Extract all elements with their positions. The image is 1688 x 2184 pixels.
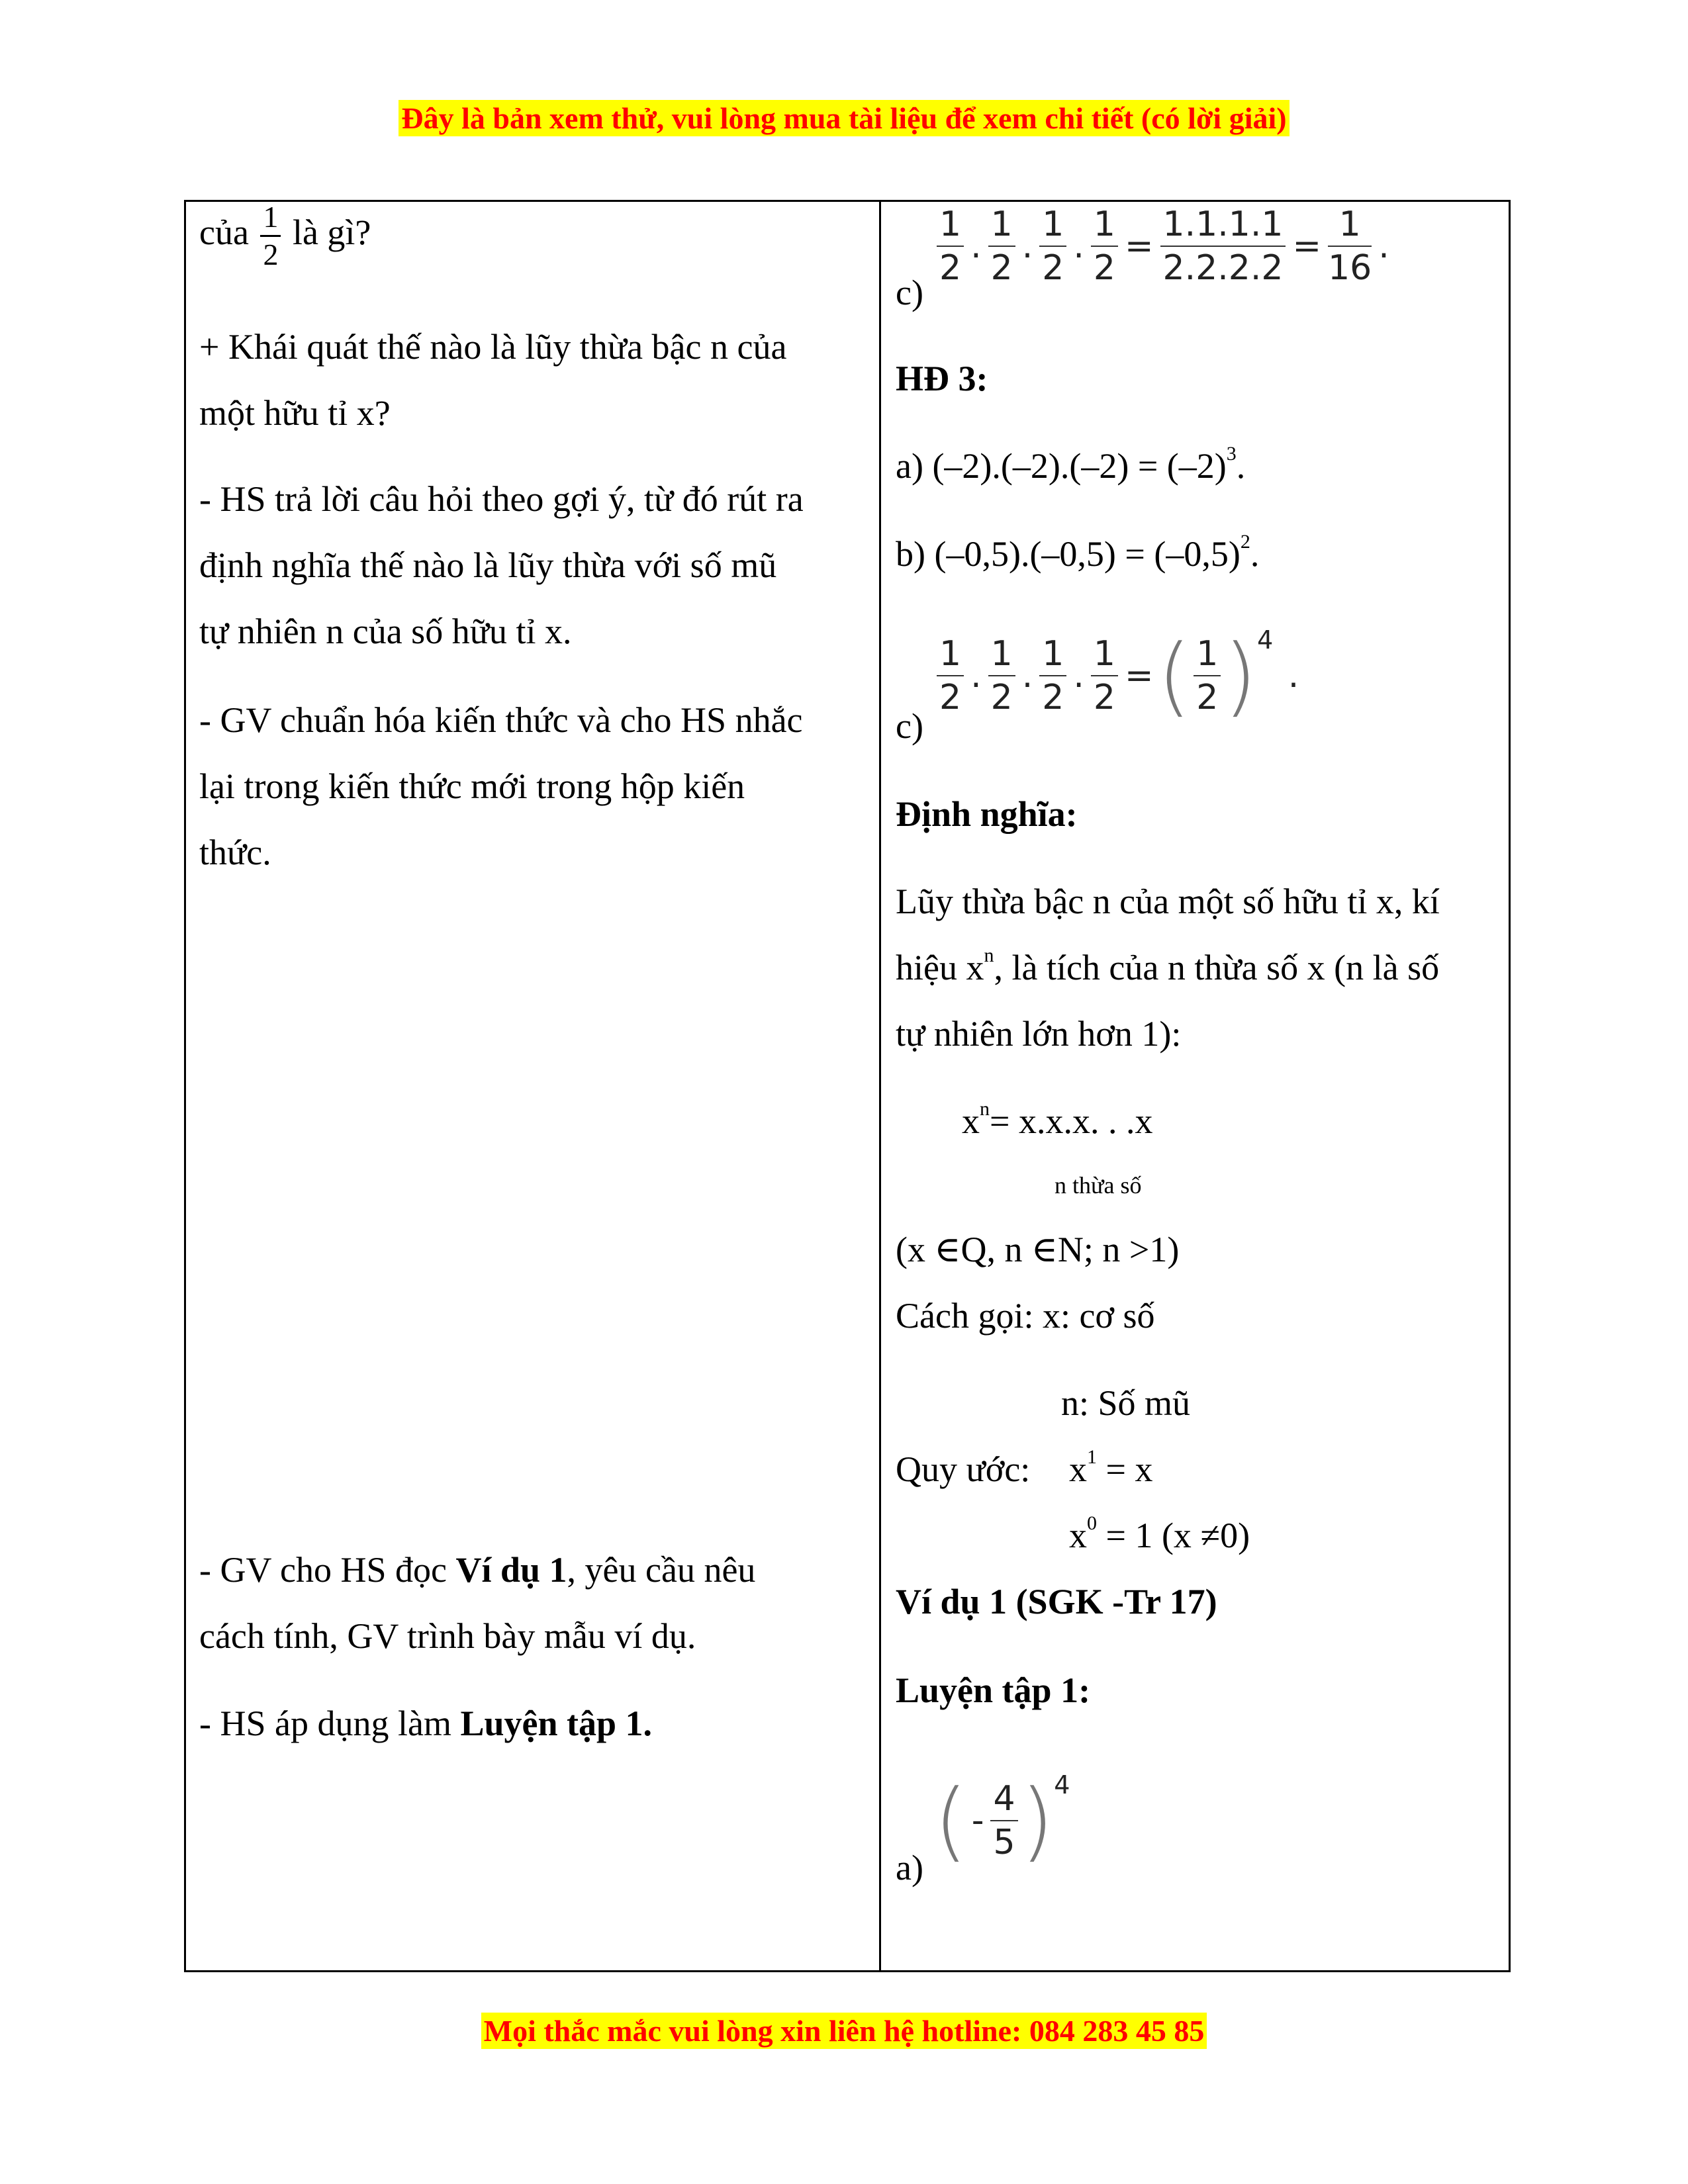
hd3-part-b: b) $(-0,5).(-0,5) = (-0,5)^2$. bbox=[896, 531, 1260, 574]
convention-x0: $x^0 = 1$ (x ≠0) bbox=[1069, 1512, 1250, 1555]
domain-condition: (x ∈Q, n ∈N; n >1) bbox=[896, 1230, 1180, 1269]
convention-label: Quy ước: bbox=[896, 1449, 1031, 1489]
example-instruction-line-1: - GV cho HS đọc Ví dụ 1, yêu cầu nêu bbox=[199, 1550, 756, 1590]
hs-answer-line-3: tự nhiên n của số hữu tỉ x. bbox=[199, 612, 572, 651]
practice-a-expression: ( - $\frac{4}{5}$ )$^4$ bbox=[934, 1770, 1070, 1871]
power-formula: $x^n= x.x.x$. . .x bbox=[962, 1098, 1153, 1141]
c-label-2: c) bbox=[896, 706, 923, 746]
preview-notice: Đây là bản xem thử, vui lòng mua tài liệu để xem chi tiết (có lời giải) bbox=[0, 101, 1688, 136]
contact-notice: Mọi thắc mắc vui lòng xin liên hệ hotline: 084 283 45 85 bbox=[0, 2013, 1688, 2048]
practice-1-title: Luyện tập 1: bbox=[896, 1670, 1091, 1710]
naming-exponent: n: Số mũ bbox=[1061, 1383, 1191, 1423]
example-instruction-line-2: cách tính, GV trình bày mẫu ví dụ. bbox=[199, 1616, 696, 1656]
column-divider bbox=[879, 202, 881, 1970]
hd3-title: HĐ 3: bbox=[896, 359, 988, 398]
example-1-title: Ví dụ 1 (SGK -Tr 17) bbox=[896, 1582, 1217, 1621]
convention-x1: $x^1 = x$ bbox=[1069, 1446, 1153, 1489]
c-label-1: c) bbox=[896, 273, 923, 312]
gv-standardize-line-3: thức. bbox=[199, 833, 271, 872]
gv-standardize-line-2: lại trong kiến thức mới trong hộp kiến bbox=[199, 766, 745, 806]
naming-base: Cách gọi: x: cơ số bbox=[896, 1296, 1155, 1336]
definition-line-2: hiệu $x^n$, là tích của n thừa số x (n là số bbox=[896, 944, 1440, 987]
product-of-halves-equation: $\frac{1}{2}$ . $\frac{1}{2}$ . $\frac{1}{2}$ . $\frac{1}{2}$ = $\frac{1.1.1.1}{2.2.2.2}$ = $\frac{1}{16}$ . bbox=[934, 207, 1393, 285]
gv-standardize-line-1: - GV chuẩn hóa kiến thức và cho HS nhắc bbox=[199, 700, 803, 740]
hs-answer-line-2: định nghĩa thế nào là lũy thừa với số mũ bbox=[199, 545, 777, 585]
lesson-table bbox=[184, 200, 1511, 1972]
generalize-line-2: một hữu tỉ x? bbox=[199, 393, 391, 433]
question-half: của $\frac{1}{2}$ là gì? bbox=[199, 200, 371, 271]
definition-title: Định nghĩa: bbox=[896, 794, 1078, 834]
hs-answer-line-1: - HS trả lời câu hỏi theo gợi ý, từ đó rút ra bbox=[199, 479, 804, 519]
hd3-part-a: a) $(-2).(-2).(-2) = (-2)^3$. bbox=[896, 443, 1246, 486]
factor-count-note: n thừa số bbox=[1055, 1172, 1142, 1199]
practice-instruction: - HS áp dụng làm Luyện tập 1. bbox=[199, 1704, 653, 1743]
definition-line-3: tự nhiên lớn hơn 1): bbox=[896, 1014, 1182, 1054]
generalize-line-1: + Khái quát thế nào là lũy thừa bậc n của bbox=[199, 327, 787, 367]
practice-a-label: a) bbox=[896, 1848, 923, 1888]
product-as-power-equation: $\frac{1}{2}$ . $\frac{1}{2}$ . $\frac{1}{2}$ . $\frac{1}{2}$ =( $\frac{1}{2}$ )$^4$ . bbox=[934, 625, 1303, 726]
definition-line-1: Lũy thừa bậc n của một số hữu tỉ x, kí bbox=[896, 882, 1440, 921]
